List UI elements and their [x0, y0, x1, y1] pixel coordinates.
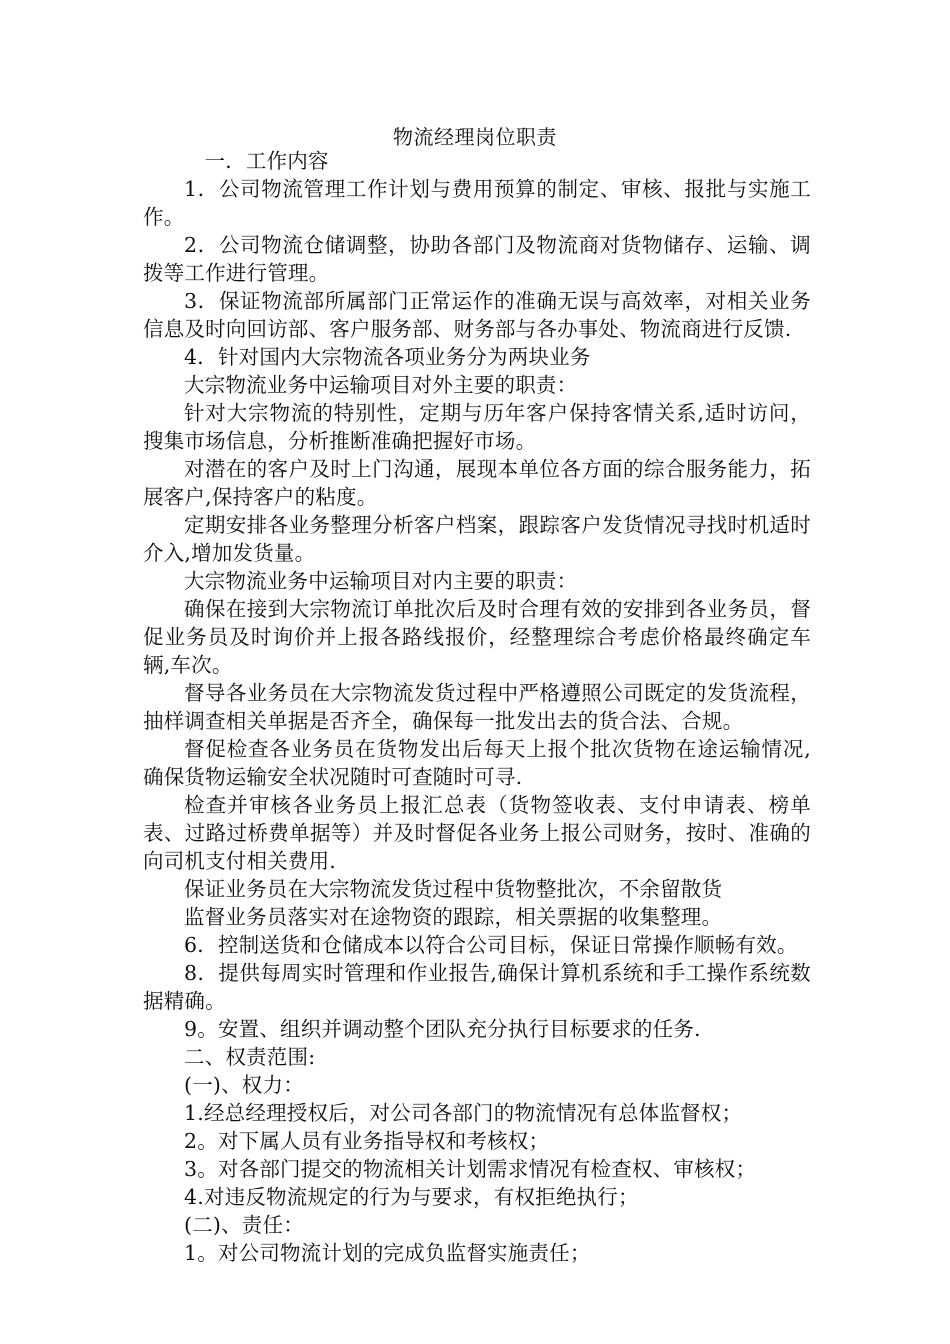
subsection-heading: (一)、权力： [184, 1073, 304, 1097]
paragraph: 6．控制送货和仓储成本以符合公司目标，保证日常操作顺畅有效。 [184, 933, 798, 957]
section-heading: 二、权责范围: [184, 1045, 316, 1069]
paragraph: 检查并审核各业务员上报汇总表（货物签收表、支付申请表、榜单表、过路过桥费单据等）并及时督促各业务上报公司财务，按时、准确的向司机支付相关费用. [143, 793, 811, 873]
paragraph: 保证业务员在大宗物流发货过程中货物整批次，不余留散货 [184, 877, 723, 901]
paragraph: 9。安置、组织并调动整个团队充分执行目标要求的任务. [184, 1017, 701, 1041]
section-heading: 一．工作内容 [204, 149, 329, 173]
paragraph: 2．公司物流仓储调整，协助各部门及物流商对货物储存、运输、调拨等工作进行管理。 [143, 233, 811, 285]
paragraph: 定期安排各业务整理分析客户档案，跟踪客户发货情况寻找时机适时介入,增加发货量。 [143, 513, 811, 565]
paragraph: 大宗物流业务中运输项目对外主要的职责： [184, 373, 578, 397]
paragraph: 大宗物流业务中运输项目对内主要的职责： [184, 569, 578, 593]
document-body [143, 147, 811, 1267]
paragraph: 8．提供每周实时管理和作业报告,确保计算机系统和手工操作系统数据精确。 [143, 961, 811, 1013]
paragraph: 1。对公司物流计划的完成负监督实施责任； [184, 1241, 591, 1265]
paragraph: 针对大宗物流的特别性，定期与历年客户保持客情关系,适时访问，搜集市场信息，分析推断准确把握好市场。 [143, 401, 811, 453]
paragraph: 督促检查各业务员在货物发出后每天上报个批次货物在途运输情况,确保货物运输安全状况随时可查随时可寻. [143, 737, 811, 789]
paragraph: 2。对下属人员有业务指导权和考核权； [184, 1129, 550, 1153]
paragraph: 监督业务员落实对在途物资的跟踪，相关票据的收集整理。 [184, 905, 723, 929]
paragraph: 督导各业务员在大宗物流发货过程中严格遵照公司既定的发货流程，抽样调查相关单据是否齐全，确保每一批发出去的货合法、合规。 [143, 681, 811, 733]
paragraph: 1.经总经理授权后，对公司各部门的物流情况有总体监督权； [184, 1101, 743, 1125]
paragraph: 确保在接到大宗物流订单批次后及时合理有效的安排到各业务员，督促业务员及时询价并上报各路线报价，经整理综合考虑价格最终确定车辆,车次。 [143, 597, 811, 677]
paragraph: 3．保证物流部所属部门正常运作的准确无误与高效率，对相关业务信息及时向回访部、客户服务部、财务部与各办事处、物流商进行反馈. [143, 289, 811, 341]
paragraph: 1．公司物流管理工作计划与费用预算的制定、审核、报批与实施工作。 [143, 177, 811, 229]
paragraph: 3。对各部门提交的物流相关计划需求情况有检查权、审核权； [184, 1157, 757, 1181]
document-title: 物流经理岗位职责 [393, 125, 557, 149]
paragraph: 4.对违反物流规定的行为与要求，有权拒绝执行； [184, 1185, 639, 1209]
subsection-heading: (二)、责任： [184, 1213, 304, 1237]
paragraph: 对潜在的客户及时上门沟通，展现本单位各方面的综合服务能力，拓展客户,保持客户的粘度。 [143, 457, 811, 509]
paragraph: 4．针对国内大宗物流各项业务分为两块业务 [184, 345, 591, 369]
